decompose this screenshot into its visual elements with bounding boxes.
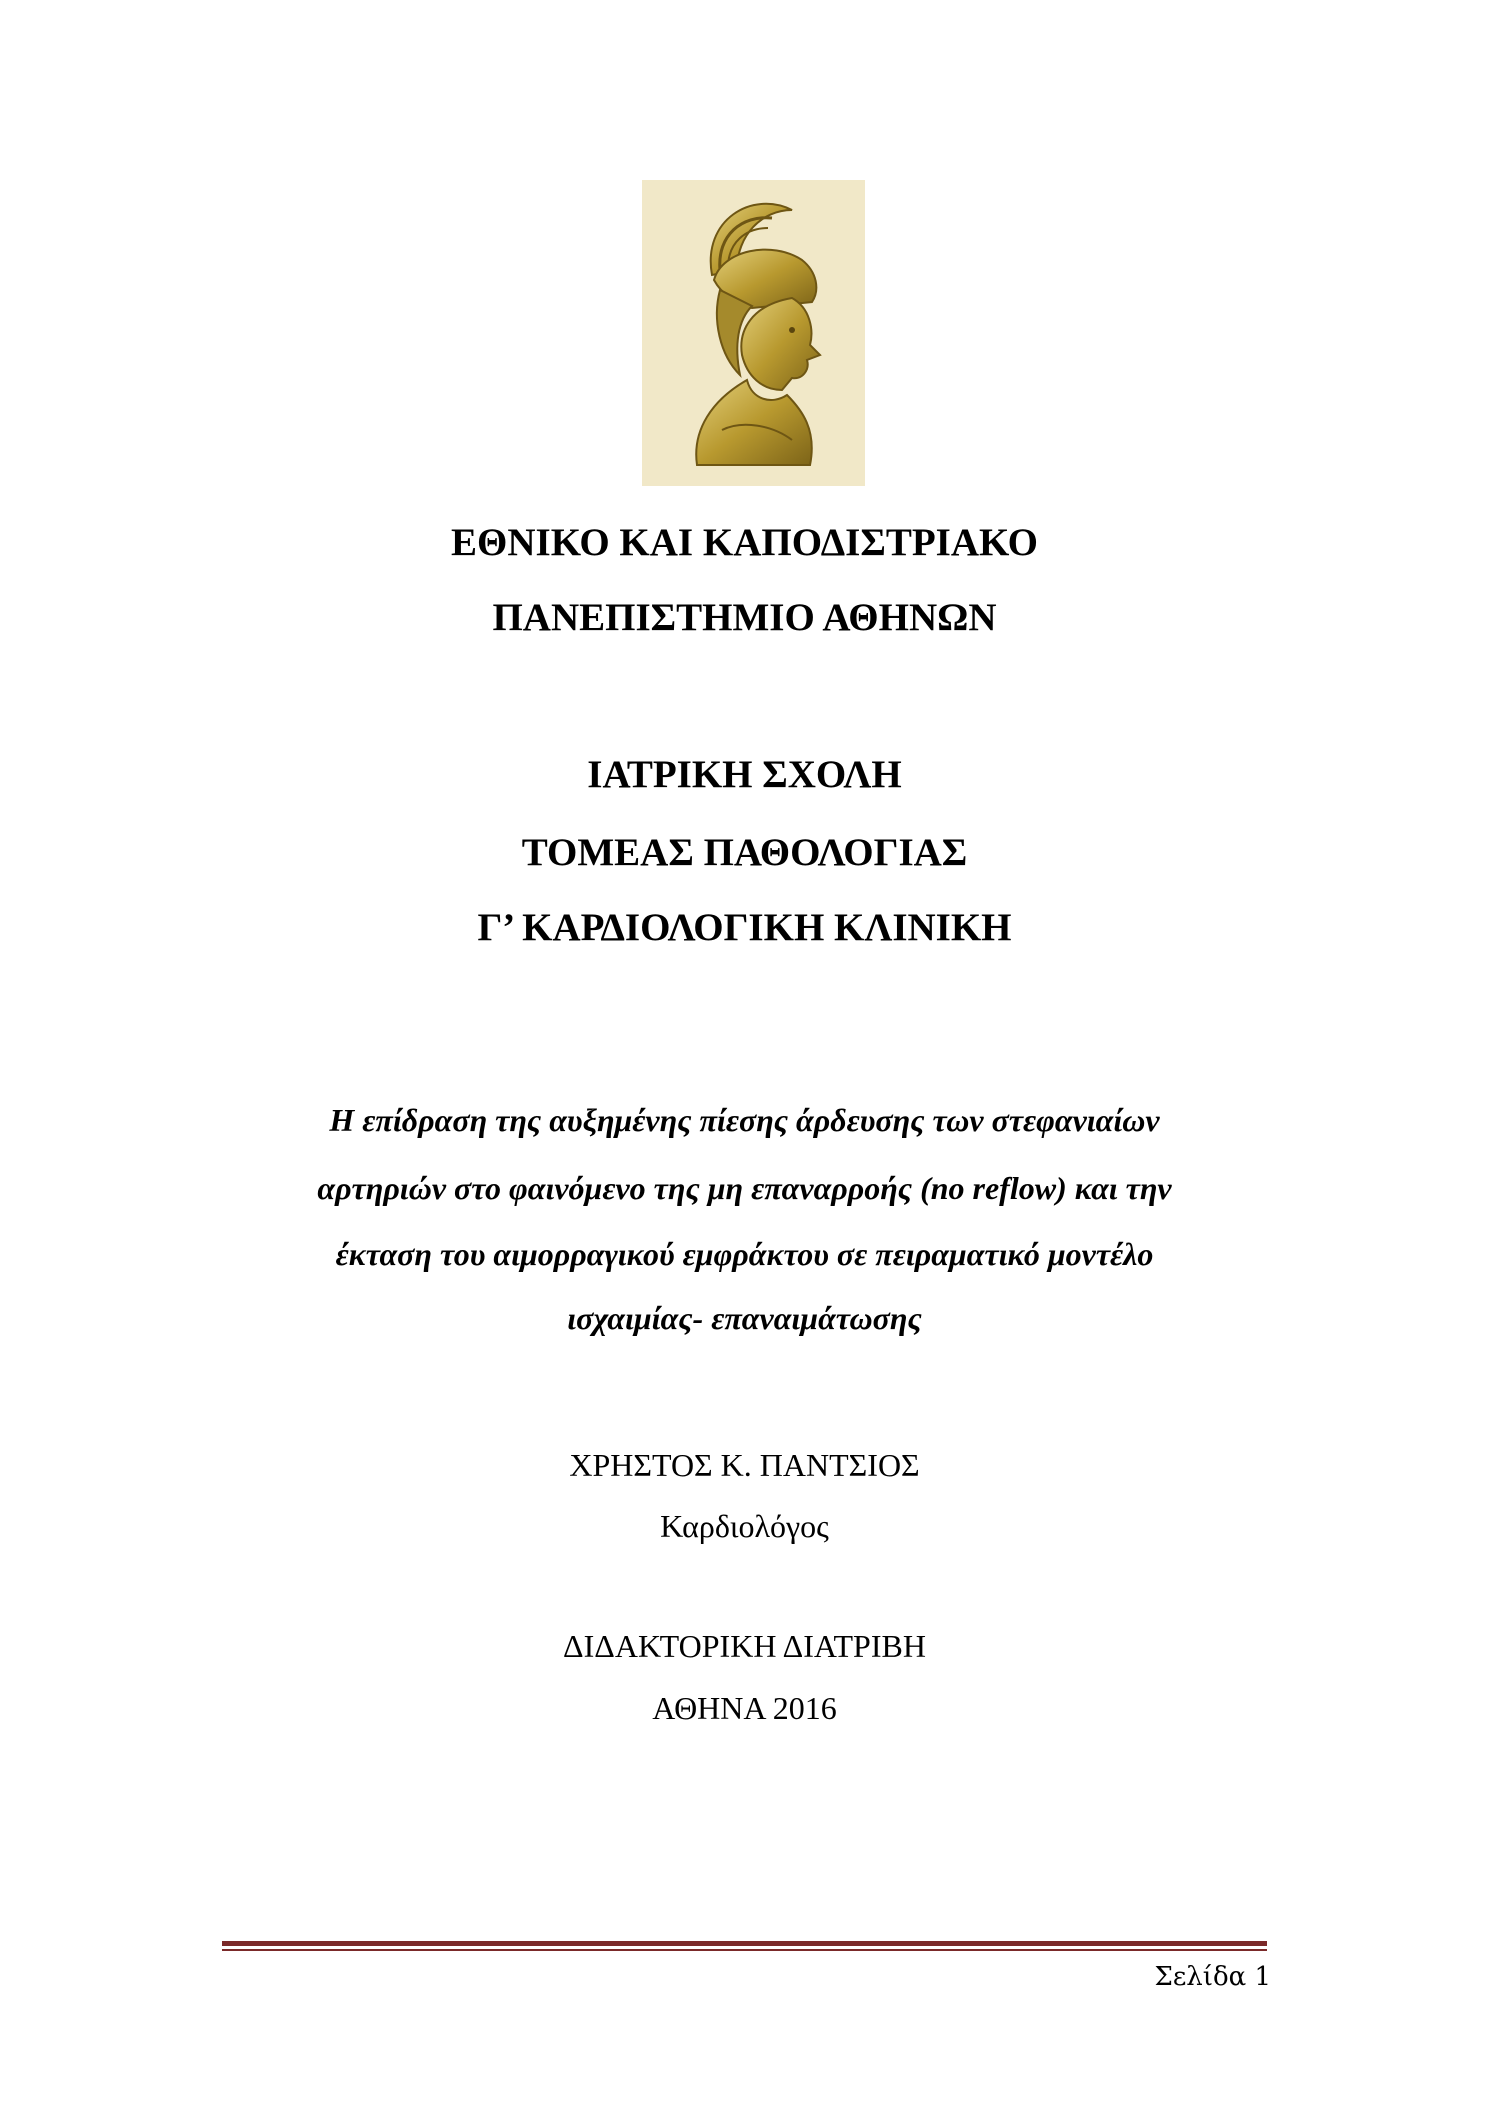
- footer-rule: [222, 1941, 1267, 1951]
- thesis-title-line3: έκταση του αιμορραγικού εμφράκτου σε πειραματικό μοντέλο: [335, 1236, 1154, 1272]
- school-name: ΙΑΤΡΙΚΗ ΣΧΟΛΗ: [587, 753, 902, 796]
- document-type: ΔΙΔΑΚΤΟΡΙΚΗ ΔΙΑΤΡΙΒΗ: [563, 1628, 926, 1664]
- author-profession: Καρδιολόγος: [660, 1508, 829, 1544]
- sector-name: ΤΟΜΕΑΣ ΠΑΘΟΛΟΓΙΑΣ: [521, 831, 968, 874]
- footer-rule-thick: [222, 1941, 1267, 1946]
- place-year: ΑΘΗΝΑ 2016: [652, 1690, 837, 1726]
- author-name: ΧΡΗΣΤΟΣ Κ. ΠΑΝΤΣΙΟΣ: [569, 1447, 920, 1483]
- footer-rule-thin: [222, 1949, 1267, 1951]
- clinic-name: Γ’ ΚΑΡΔΙΟΛΟΓΙΚΗ ΚΛΙΝΙΚΗ: [477, 906, 1012, 949]
- thesis-title-line1: Η επίδραση της αυξημένης πίεσης άρδευσης των στεφανιαίων: [329, 1102, 1160, 1138]
- page-number: Σελίδα 1: [1154, 1962, 1271, 1992]
- university-name-line2: ΠΑΝΕΠΙΣΤΗΜΙΟ ΑΘΗΝΩΝ: [492, 596, 997, 639]
- thesis-title-line2: αρτηριών στο φαινόμενο της μη επαναρροής (no reflow) και την: [317, 1170, 1172, 1206]
- athena-head-emblem-icon: [642, 180, 865, 486]
- university-name-line1: ΕΘΝΙΚΟ ΚΑΙ ΚΑΠΟΔΙΣΤΡΙΑΚΟ: [451, 521, 1038, 564]
- thesis-title-line4: ισχαιμίας- επαναιμάτωσης: [567, 1300, 922, 1336]
